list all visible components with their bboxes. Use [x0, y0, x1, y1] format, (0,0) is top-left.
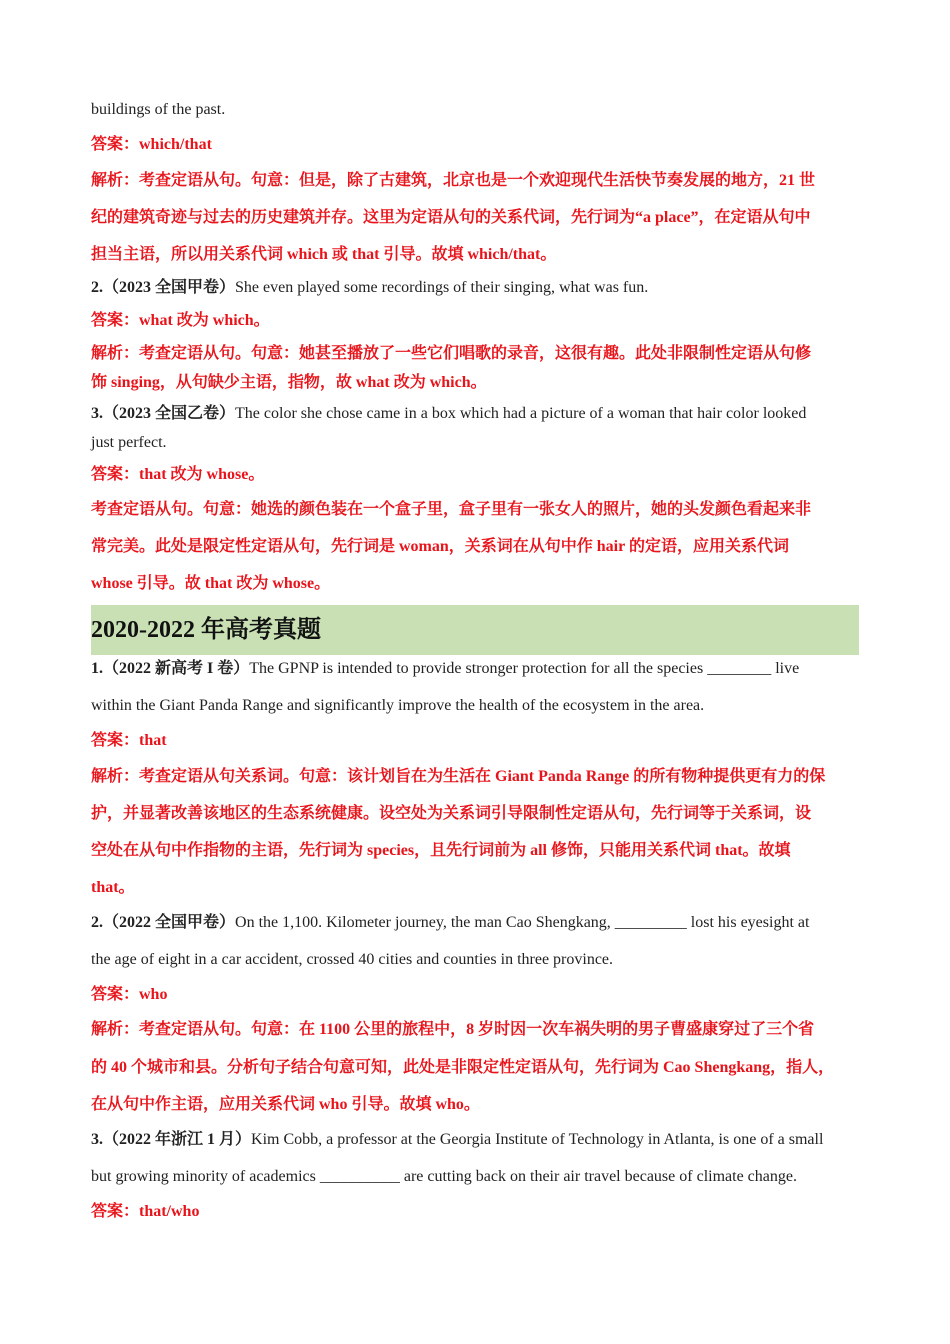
answer-line: 答案：that [91, 732, 167, 749]
question-label: 2.（2022 全国甲卷） [91, 914, 236, 931]
explanation-line: 饰 singing，从句缺少主语，指物，故 what 改为 which。 [91, 374, 487, 391]
question-text: The GPNP is intended to provide stronger protection for all the species ________ live [249, 660, 800, 677]
explanation-line: 护，并显著改善该地区的生态系统健康。设空处为关系词引导限制性定语从句，先行词等于关系词，设 [91, 805, 812, 822]
question-text-continued: just perfect. [91, 434, 167, 451]
explanation-line: 解析：考查定语从句。句意：在 1100 公里的旅程中，8 岁时因一次车祸失明的男子曹盛康穿过了三个省 [91, 1021, 815, 1038]
explanation-line: 纪的建筑奇迹与过去的历史建筑并存。这里为定语从句的关系代词，先行词为“a place”，在定语从句中 [91, 209, 811, 226]
explanation-line: 解析：考查定语从句关系词。句意：该计划旨在为生活在 Giant Panda Range 的所有物种提供更有力的保 [91, 768, 826, 785]
explanation-line: 解析：考查定语从句。句意：但是，除了古建筑，北京也是一个欢迎现代生活快节奏发展的地方，21 世 [91, 172, 816, 189]
question-3-2022 [91, 1130, 866, 1150]
question-label: 3.（2022 年浙江 1 月） [91, 1131, 252, 1148]
explanation-line: 解析：考查定语从句。句意：她甚至播放了一些它们唱歌的录音，这很有趣。此处非限制性定语从句修 [91, 345, 812, 362]
explanation-line: 考查定语从句。句意：她选的颜色装在一个盒子里，盒子里有一张女人的照片，她的头发颜色看起来非 [91, 501, 812, 518]
explanation-line: that。 [91, 879, 135, 896]
question-1-2022 [91, 659, 866, 679]
answer-line: 答案：which/that [91, 136, 212, 153]
question-text-continued: within the Giant Panda Range and significantly improve the health of the ecosystem in the area. [91, 697, 705, 714]
continued-sentence: buildings of the past. [91, 101, 226, 118]
answer-line: 答案：that 改为 whose。 [91, 466, 265, 483]
section-title: 2020-2022 年高考真题 [91, 617, 321, 643]
answer-line: 答案：that/who [91, 1203, 200, 1220]
explanation-line: 在从句中作主语，应用关系代词 who 引导。故填 who。 [91, 1096, 480, 1113]
question-2-2023 [91, 278, 866, 298]
question-text-continued: the age of eight in a car accident, crossed 40 cities and counties in three province. [91, 951, 614, 968]
explanation-line: 担当主语，所以用关系代词 which 或 that 引导。故填 which/that。 [91, 246, 557, 263]
question-text: The color she chose came in a box which had a picture of a woman that hair color looked [235, 405, 807, 422]
question-label: 1.（2022 新高考 I 卷） [91, 660, 250, 677]
explanation-line: 空处在从句中作指物的主语，先行词为 species，且先行词前为 all 修饰，只能用关系代词 that。故填 [91, 842, 791, 859]
explanation-line: 常完美。此处是限定性定语从句，先行词是 woman，关系词在从句中作 hair 的定语，应用关系代词 [91, 538, 789, 555]
question-text-continued: but growing minority of academics __________ are cutting back on their air travel because of climate change. [91, 1168, 797, 1185]
question-text: She even played some recordings of their singing, what was fun. [235, 279, 649, 296]
question-text: Kim Cobb, a professor at the Georgia Institute of Technology in Atlanta, is one of a small [251, 1131, 824, 1148]
question-label: 2.（2023 全国甲卷） [91, 279, 236, 296]
question-label: 3.（2023 全国乙卷） [91, 405, 236, 422]
answer-line: 答案：who [91, 986, 168, 1003]
question-3-2023 [91, 404, 866, 424]
explanation-line: whose 引导。故 that 改为 whose。 [91, 575, 331, 592]
question-text: On the 1,100. Kilometer journey, the man Cao Shengkang, _________ lost his eyesight at [235, 914, 810, 931]
explanation-line: 的 40 个城市和县。分析句子结合句意可知，此处是非限定性定语从句，先行词为 Cao Shengkang，指人， [91, 1059, 835, 1076]
question-2-2022 [91, 913, 866, 933]
answer-line: 答案：what 改为 which。 [91, 312, 270, 329]
